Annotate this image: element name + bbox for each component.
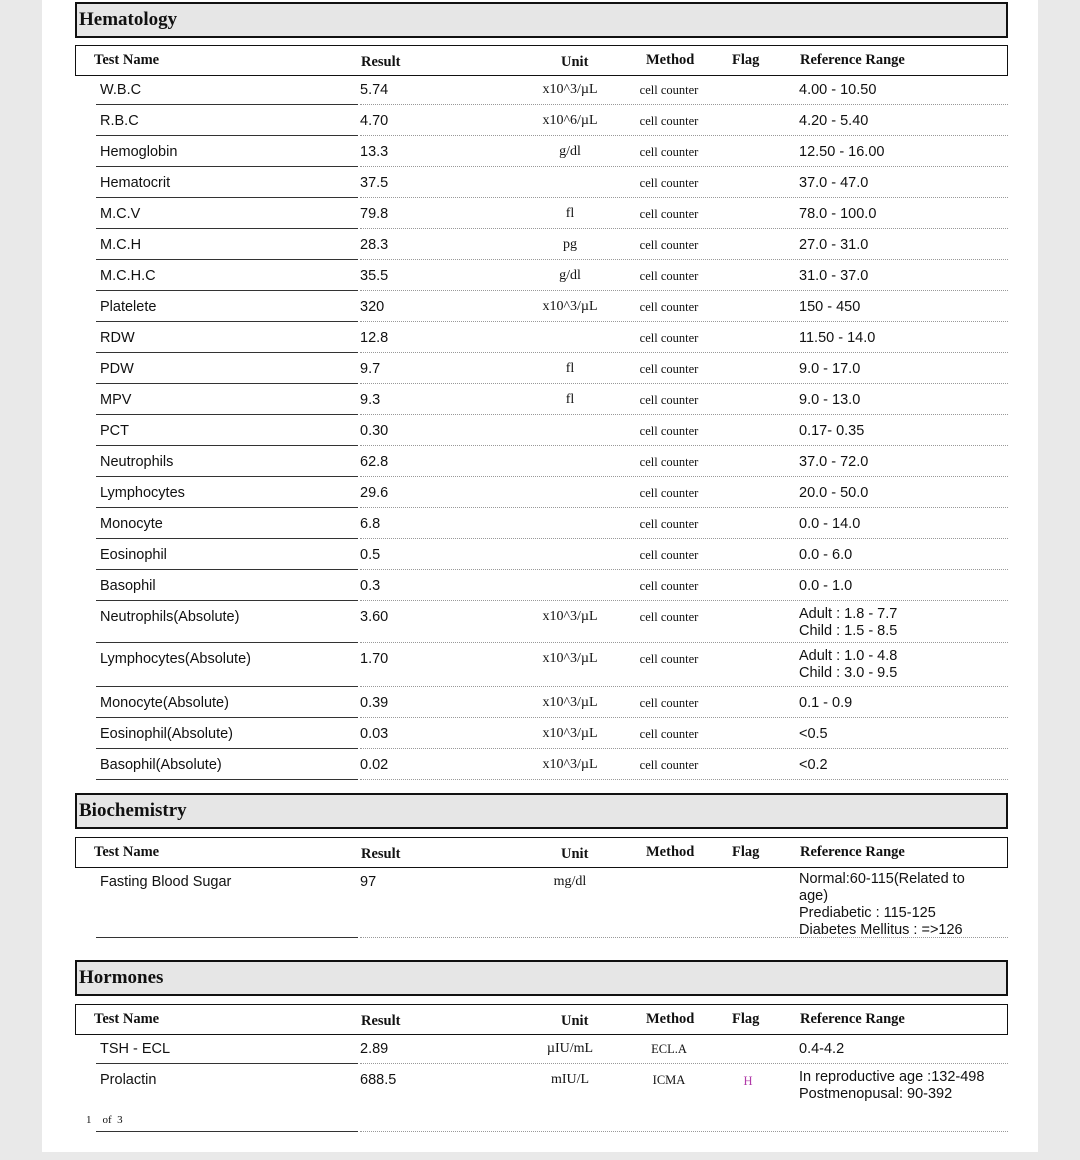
reference-range-line: 11.50 - 14.0 xyxy=(799,330,876,346)
table-row xyxy=(42,484,1038,515)
reference-range xyxy=(799,648,1004,682)
row-dotted-line xyxy=(360,1063,1008,1064)
row-underline xyxy=(96,686,358,687)
reference-range-line: 9.0 - 17.0 xyxy=(799,361,861,377)
row-dotted-line xyxy=(360,445,1008,446)
reference-range-line: Normal:60-115(Related to xyxy=(799,871,965,887)
result-value: 35.5 xyxy=(360,268,389,284)
column-header-hematology xyxy=(75,45,1008,76)
row-underline xyxy=(96,228,358,229)
col-test-name: Test Name xyxy=(94,844,160,860)
row-underline xyxy=(96,748,358,749)
method-value: cell counter xyxy=(639,207,699,221)
test-name: Monocyte(Absolute) xyxy=(100,695,229,711)
method-value: cell counter xyxy=(639,455,699,469)
unit-value: mg/dl xyxy=(553,874,587,889)
reference-range xyxy=(799,578,1004,595)
row-underline xyxy=(96,507,358,508)
col-reference-range: Reference Range xyxy=(800,52,905,68)
row-dotted-line xyxy=(360,166,1008,167)
test-name: M.C.H.C xyxy=(100,268,156,284)
reference-range-line: <0.2 xyxy=(799,757,828,773)
row-dotted-line xyxy=(360,228,1008,229)
reference-range-line: Adult : 1.8 - 7.7 xyxy=(799,606,898,622)
table-row xyxy=(42,608,1038,650)
row-dotted-line xyxy=(360,352,1008,353)
table-row xyxy=(42,694,1038,725)
reference-range-line: 4.20 - 5.40 xyxy=(799,113,869,129)
row-underline xyxy=(96,1063,358,1064)
result-value: 6.8 xyxy=(360,516,381,532)
reference-range-line: 0.0 - 14.0 xyxy=(799,516,861,532)
reference-range-line: 0.4-4.2 xyxy=(799,1041,845,1057)
report-page xyxy=(42,0,1038,1152)
col-flag: Flag xyxy=(732,1011,760,1027)
result-value: 0.30 xyxy=(360,423,389,439)
method-value: cell counter xyxy=(639,362,699,376)
test-name: Eosinophil(Absolute) xyxy=(100,726,233,742)
result-value: 0.39 xyxy=(360,695,389,711)
unit-value: fl xyxy=(565,206,575,221)
table-row xyxy=(42,873,1038,945)
unit-value: mIU/L xyxy=(550,1072,590,1087)
column-header-biochemistry xyxy=(75,837,1008,868)
result-value: 29.6 xyxy=(360,485,389,501)
row-underline xyxy=(96,321,358,322)
row-dotted-line xyxy=(360,779,1008,780)
method-value: cell counter xyxy=(639,696,699,710)
table-row xyxy=(42,391,1038,422)
table-row xyxy=(42,515,1038,546)
method-value: cell counter xyxy=(639,486,699,500)
test-name: PCT xyxy=(100,423,129,439)
reference-range xyxy=(799,871,1004,939)
row-dotted-line xyxy=(360,748,1008,749)
reference-range xyxy=(799,695,1004,712)
table-row xyxy=(42,650,1038,694)
test-name: Neutrophils(Absolute) xyxy=(100,609,240,625)
row-underline xyxy=(96,538,358,539)
table-row xyxy=(42,1040,1038,1071)
row-dotted-line xyxy=(360,600,1008,601)
result-value: 5.74 xyxy=(360,82,389,98)
reference-range-line: 37.0 - 72.0 xyxy=(799,454,869,470)
unit-value: x10^3/µL xyxy=(542,651,598,666)
result-value: 62.8 xyxy=(360,454,389,470)
test-name: Basophil(Absolute) xyxy=(100,757,222,773)
reference-range-line: 20.0 - 50.0 xyxy=(799,485,869,501)
col-flag: Flag xyxy=(732,844,760,860)
row-underline xyxy=(96,166,358,167)
reference-range xyxy=(799,547,1004,564)
test-name: MPV xyxy=(100,392,132,408)
reference-range-line: 150 - 450 xyxy=(799,299,861,315)
unit-value: x10^3/µL xyxy=(542,82,598,97)
row-dotted-line xyxy=(360,197,1008,198)
row-underline xyxy=(96,779,358,780)
page-number xyxy=(86,1114,123,1126)
table-row xyxy=(42,174,1038,205)
result-value: 0.5 xyxy=(360,547,381,563)
method-value: cell counter xyxy=(639,727,699,741)
table-row xyxy=(42,422,1038,453)
method-value: cell counter xyxy=(639,176,699,190)
unit-value: g/dl xyxy=(559,268,581,283)
reference-range xyxy=(799,361,1004,378)
col-unit: Unit xyxy=(561,846,589,862)
reference-range xyxy=(799,485,1004,502)
row-dotted-line xyxy=(360,290,1008,291)
result-value: 13.3 xyxy=(360,144,389,160)
reference-range xyxy=(799,516,1004,533)
test-name: Neutrophils xyxy=(100,454,174,470)
row-underline xyxy=(96,937,358,938)
reference-range xyxy=(799,1041,1004,1058)
col-unit: Unit xyxy=(561,1013,589,1029)
reference-range-line: Child : 3.0 - 9.5 xyxy=(799,665,898,681)
method-value: cell counter xyxy=(639,393,699,407)
table-row xyxy=(42,577,1038,608)
row-dotted-line xyxy=(360,383,1008,384)
result-value: 2.89 xyxy=(360,1041,389,1057)
col-flag: Flag xyxy=(732,52,760,68)
reference-range-line: In reproductive age :132-498 xyxy=(799,1069,985,1085)
reference-range-line: 78.0 - 100.0 xyxy=(799,206,877,222)
reference-range-line: 9.0 - 13.0 xyxy=(799,392,861,408)
reference-range-line: 12.50 - 16.00 xyxy=(799,144,885,160)
unit-value: g/dl xyxy=(559,144,581,159)
table-row xyxy=(42,143,1038,174)
method-value: cell counter xyxy=(639,269,699,283)
result-value: 688.5 xyxy=(360,1072,397,1088)
col-method: Method xyxy=(646,52,695,68)
table-row xyxy=(42,205,1038,236)
method-value: cell counter xyxy=(639,758,699,772)
reference-range-line: 27.0 - 31.0 xyxy=(799,237,869,253)
reference-range-line: Child : 1.5 - 8.5 xyxy=(799,623,898,639)
table-row xyxy=(42,1071,1038,1139)
reference-range xyxy=(799,144,1004,161)
result-value: 0.02 xyxy=(360,757,389,773)
row-underline xyxy=(96,642,358,643)
method-value: cell counter xyxy=(639,424,699,438)
method-value: cell counter xyxy=(639,517,699,531)
col-test-name: Test Name xyxy=(94,52,160,68)
table-row xyxy=(42,546,1038,577)
col-reference-range: Reference Range xyxy=(800,1011,905,1027)
method-value: cell counter xyxy=(639,114,699,128)
section-title-hormones: Hormones xyxy=(75,960,1008,996)
reference-range xyxy=(799,268,1004,285)
row-dotted-line xyxy=(360,717,1008,718)
method-value: cell counter xyxy=(639,652,699,666)
test-name: W.B.C xyxy=(100,82,142,98)
row-dotted-line xyxy=(360,642,1008,643)
method-value: cell counter xyxy=(639,548,699,562)
result-value: 320 xyxy=(360,299,385,315)
reference-range xyxy=(799,237,1004,254)
result-value: 0.03 xyxy=(360,726,389,742)
col-result: Result xyxy=(361,846,401,862)
test-name: TSH - ECL xyxy=(100,1041,171,1057)
table-row xyxy=(42,360,1038,391)
result-value: 3.60 xyxy=(360,609,389,625)
reference-range xyxy=(799,757,1004,774)
reference-range xyxy=(799,82,1004,99)
method-value: cell counter xyxy=(639,83,699,97)
method-value: ICMA xyxy=(652,1073,686,1087)
unit-value: x10^3/µL xyxy=(542,726,598,741)
current-page: 1 xyxy=(86,1114,92,1126)
unit-value: x10^3/µL xyxy=(542,609,598,624)
col-result: Result xyxy=(361,1013,401,1029)
row-dotted-line xyxy=(360,135,1008,136)
table-row xyxy=(42,329,1038,360)
result-value: 37.5 xyxy=(360,175,389,191)
reference-range-line: Adult : 1.0 - 4.8 xyxy=(799,648,898,664)
row-underline xyxy=(96,352,358,353)
test-name: Prolactin xyxy=(100,1072,157,1088)
test-name: RDW xyxy=(100,330,135,346)
col-reference-range: Reference Range xyxy=(800,844,905,860)
unit-value: x10^6/µL xyxy=(542,113,598,128)
row-dotted-line xyxy=(360,476,1008,477)
unit-value: x10^3/µL xyxy=(542,757,598,772)
test-name: R.B.C xyxy=(100,113,139,129)
method-value: ECL.A xyxy=(651,1042,687,1056)
row-underline xyxy=(96,104,358,105)
result-value: 9.3 xyxy=(360,392,381,408)
method-value: cell counter xyxy=(639,579,699,593)
col-test-name: Test Name xyxy=(94,1011,160,1027)
method-value: cell counter xyxy=(639,300,699,314)
total-pages: 3 xyxy=(117,1114,123,1126)
reference-range-line: 0.1 - 0.9 xyxy=(799,695,853,711)
reference-range xyxy=(799,1069,1004,1103)
reference-range-line: Diabetes Mellitus : =>126 xyxy=(799,922,963,938)
row-underline xyxy=(96,197,358,198)
test-name: Hemoglobin xyxy=(100,144,178,160)
unit-value: pg xyxy=(563,237,577,252)
row-underline xyxy=(96,135,358,136)
row-underline xyxy=(96,717,358,718)
test-name: Basophil xyxy=(100,578,156,594)
flag-value: H xyxy=(743,1074,753,1088)
reference-range xyxy=(799,392,1004,409)
row-dotted-line xyxy=(360,569,1008,570)
reference-range-line: <0.5 xyxy=(799,726,828,742)
of-label: of xyxy=(102,1114,112,1126)
method-value: cell counter xyxy=(639,331,699,345)
row-dotted-line xyxy=(360,686,1008,687)
table-row xyxy=(42,81,1038,112)
unit-value: fl xyxy=(565,392,575,407)
reference-range-line: 0.17- 0.35 xyxy=(799,423,865,439)
row-underline xyxy=(96,414,358,415)
result-value: 97 xyxy=(360,874,377,890)
row-underline xyxy=(96,1131,358,1132)
test-name: Lymphocytes(Absolute) xyxy=(100,651,251,667)
row-dotted-line xyxy=(360,937,1008,938)
test-name: Hematocrit xyxy=(100,175,171,191)
reference-range-line: 31.0 - 37.0 xyxy=(799,268,869,284)
reference-range-line: 37.0 - 47.0 xyxy=(799,175,869,191)
test-name: Platelete xyxy=(100,299,157,315)
col-result: Result xyxy=(361,54,401,70)
method-value: cell counter xyxy=(639,238,699,252)
test-name: PDW xyxy=(100,361,134,377)
row-underline xyxy=(96,383,358,384)
method-value: cell counter xyxy=(639,610,699,624)
reference-range-line: Prediabetic : 115-125 xyxy=(799,905,936,921)
row-underline xyxy=(96,259,358,260)
unit-value: µIU/mL xyxy=(546,1041,594,1056)
col-unit: Unit xyxy=(561,54,589,70)
result-value: 79.8 xyxy=(360,206,389,222)
row-dotted-line xyxy=(360,538,1008,539)
column-header-hormones xyxy=(75,1004,1008,1035)
unit-value: x10^3/µL xyxy=(542,695,598,710)
reference-range xyxy=(799,175,1004,192)
reference-range xyxy=(799,606,1004,640)
reference-range-line: age) xyxy=(799,888,829,904)
result-value: 0.3 xyxy=(360,578,381,594)
row-underline xyxy=(96,290,358,291)
row-underline xyxy=(96,600,358,601)
result-value: 12.8 xyxy=(360,330,389,346)
method-value: cell counter xyxy=(639,145,699,159)
row-dotted-line xyxy=(360,507,1008,508)
result-value: 9.7 xyxy=(360,361,381,377)
row-underline xyxy=(96,445,358,446)
table-row xyxy=(42,112,1038,143)
result-value: 1.70 xyxy=(360,651,389,667)
test-name: Monocyte xyxy=(100,516,163,532)
test-name: Lymphocytes xyxy=(100,485,185,501)
reference-range xyxy=(799,423,1004,440)
result-value: 4.70 xyxy=(360,113,389,129)
unit-value: x10^3/µL xyxy=(542,299,598,314)
test-name: M.C.H xyxy=(100,237,142,253)
reference-range xyxy=(799,454,1004,471)
table-row xyxy=(42,756,1038,787)
col-method: Method xyxy=(646,1011,695,1027)
table-row xyxy=(42,298,1038,329)
row-underline xyxy=(96,476,358,477)
test-name: Eosinophil xyxy=(100,547,167,563)
reference-range xyxy=(799,726,1004,743)
section-title-hematology: Hematology xyxy=(75,2,1008,38)
reference-range-line: 4.00 - 10.50 xyxy=(799,82,877,98)
reference-range xyxy=(799,113,1004,130)
table-row xyxy=(42,236,1038,267)
reference-range-line: 0.0 - 1.0 xyxy=(799,578,853,594)
row-underline xyxy=(96,569,358,570)
reference-range-line: 0.0 - 6.0 xyxy=(799,547,853,563)
row-dotted-line xyxy=(360,414,1008,415)
reference-range-line: Postmenopusal: 90-392 xyxy=(799,1086,953,1102)
table-row xyxy=(42,453,1038,484)
reference-range xyxy=(799,206,1004,223)
row-dotted-line xyxy=(360,259,1008,260)
row-dotted-line xyxy=(360,104,1008,105)
test-name: Fasting Blood Sugar xyxy=(100,874,232,890)
test-name: M.C.V xyxy=(100,206,141,222)
reference-range xyxy=(799,299,1004,316)
reference-range xyxy=(799,330,1004,347)
table-row xyxy=(42,267,1038,298)
result-value: 28.3 xyxy=(360,237,389,253)
unit-value: fl xyxy=(565,361,575,376)
row-dotted-line xyxy=(360,321,1008,322)
col-method: Method xyxy=(646,844,695,860)
section-title-biochemistry: Biochemistry xyxy=(75,793,1008,829)
table-row xyxy=(42,725,1038,756)
row-dotted-line xyxy=(360,1131,1008,1132)
